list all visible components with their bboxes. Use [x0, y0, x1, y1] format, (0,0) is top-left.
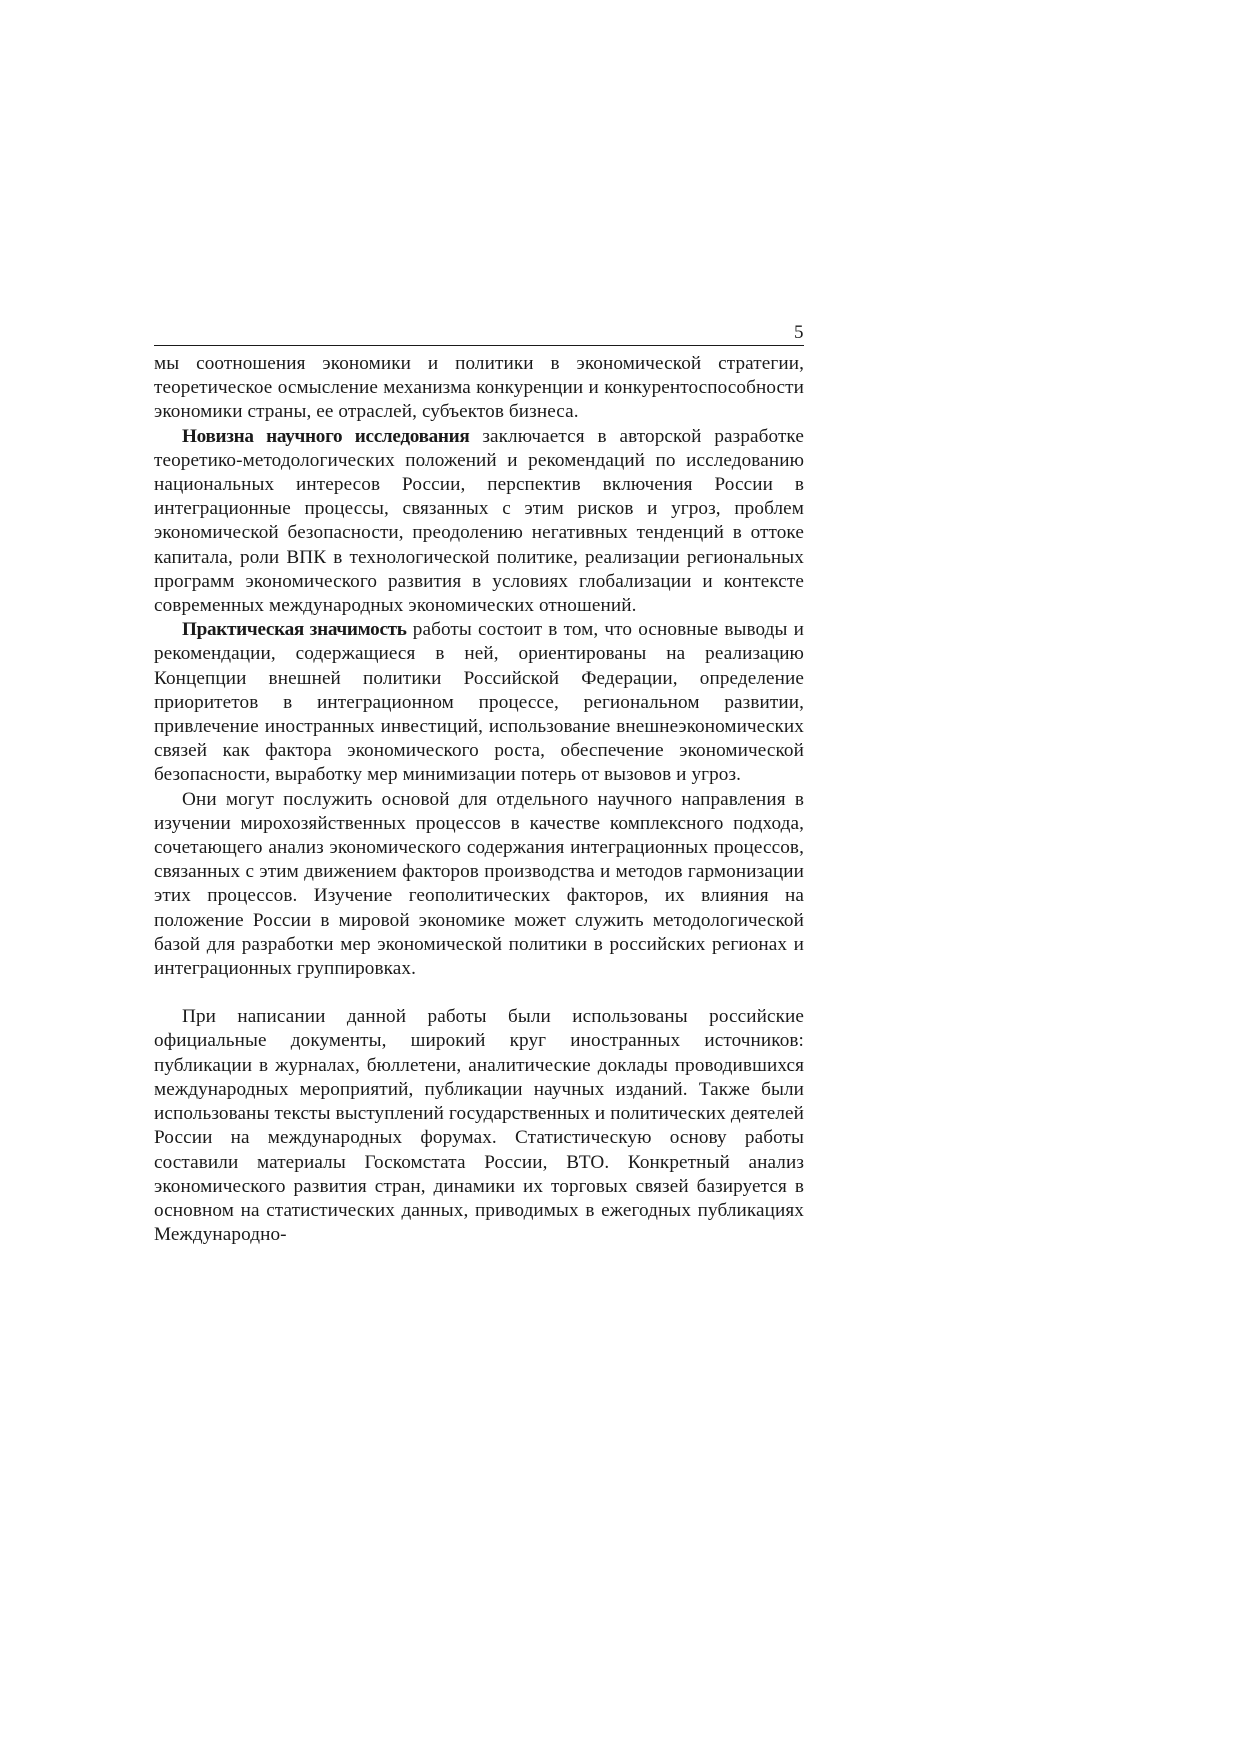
paragraph-continuation: мы соотношения экономики и политики в экономической стратегии, теоретическое осмысление механизма конкуренции и конкурентоспособности экономики страны, ее отраслей, субъектов бизнеса.	[154, 353, 804, 423]
significance-lead: Практическая значимость	[182, 619, 407, 641]
page-number: 5	[794, 322, 804, 343]
paragraph-significance	[154, 618, 804, 787]
header-rule	[154, 345, 804, 346]
paragraph-sources: При написании данной работы были использованы российские официальные документы, широкий круг иностранных источников: публикации в журналах, бюллетени, аналитические доклады проводившихся международных мероприятий, публикации научных изданий. Также были использованы тексты выступлений государственных и политических деятелей России на международных форумах. Статистическую основу работы составили материалы Госкомстата России, ВТО. Конкретный анализ экономического развития стран, динамики их торговых связей базируется в основном на статистических данных, приводимых в ежегодных публикациях Международно-	[154, 1006, 804, 1246]
novelty-lead: Новизна научного исследования	[182, 425, 470, 447]
paragraph-application: Они могут послужить основой для отдельного научного направления в изучении мирохозяйственных процессов в качестве комплексного подхода, сочетающего анализ экономического содержания интеграционных процессов, связанных с этим движением факторов производства и методов гармонизации этих процессов. Изучение геополитических факторов, их влияния на положение России в мировой экономике может служить методологической базой для разработки мер экономической политики в российских регионах и интеграционных группировках.	[154, 788, 804, 980]
body-text	[154, 352, 804, 1247]
significance-text: работы состоит в том, что основные выводы и рекомендации, содержащиеся в ней, ориентированы на реализацию Концепции внешней политики Российской Федерации, определение приоритетов в интеграционном процессе, региональном развитии, привлечение иностранных инвестиций, использование внешнеэкономических связей как фактора экономического роста, обеспечение экономической безопасности, выработку мер минимизации потерь от вызовов и угроз.	[154, 619, 805, 786]
novelty-text: заключается в авторской разработке теоретико-методологических положений и рекомендаций по исследованию национальных интересов России, перспектив включения России в интеграционные процессы, связанных с этим рисков и угроз, проблем экономической безопасности, преодолению негативных тенденций в оттоке капитала, роли ВПК в технологической политике, реализации региональных программ экономического развития в условиях глобализации и контексте современных международных экономических отношений.	[154, 425, 804, 617]
paragraph-novelty	[154, 425, 804, 619]
